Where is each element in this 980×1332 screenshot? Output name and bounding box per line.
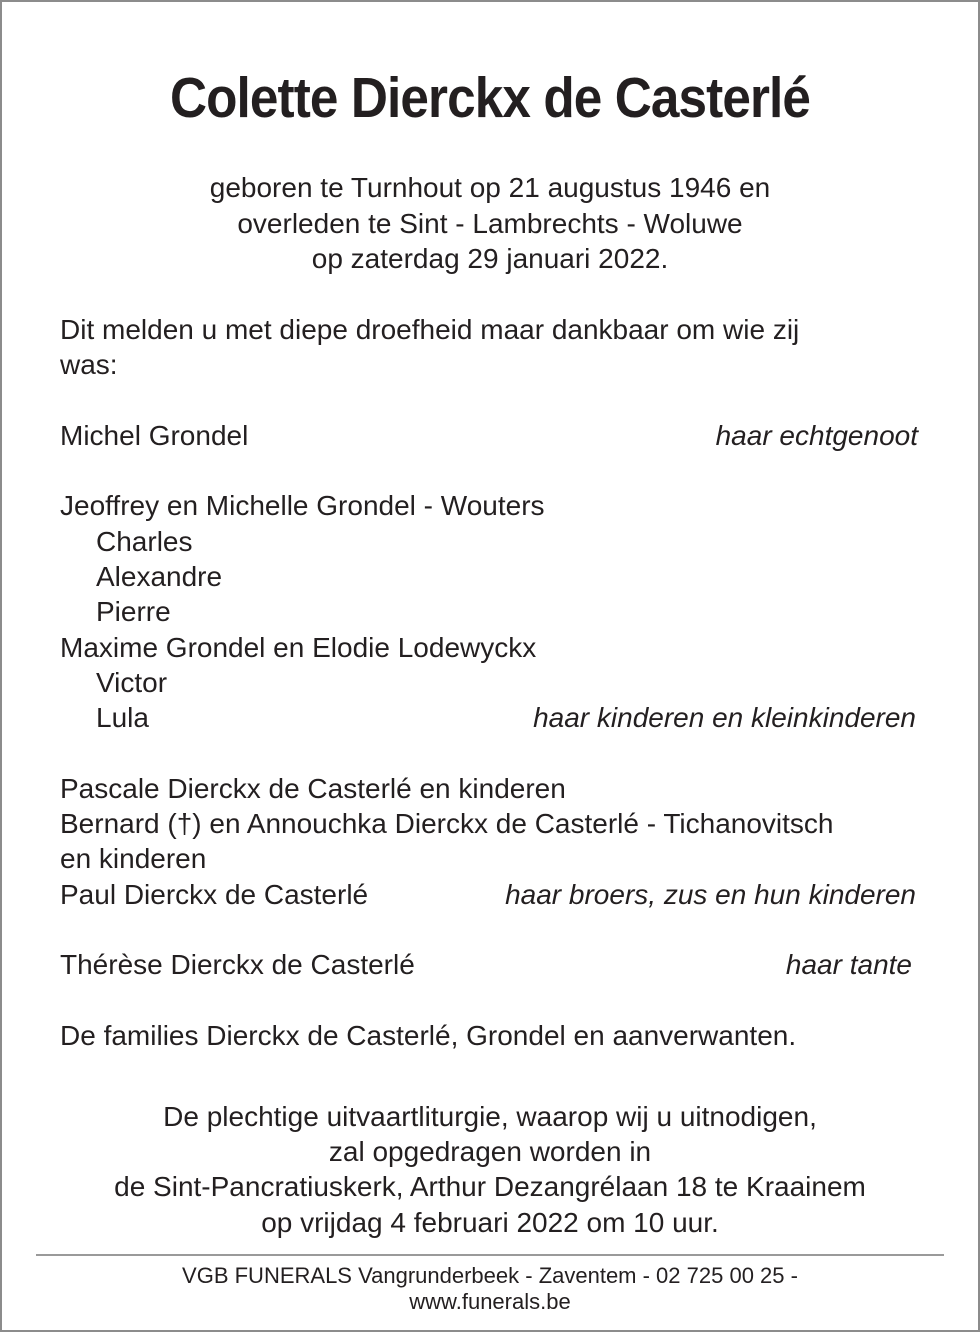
grandchild: Alexandre bbox=[96, 561, 223, 592]
funeral-line: op vrijdag 4 februari 2022 om 10 uur. bbox=[261, 1207, 719, 1238]
grandchild: Pierre bbox=[96, 596, 171, 627]
deceased-name: Colette Dierckx de Casterlé bbox=[169, 66, 811, 130]
grandchild: Victor bbox=[96, 667, 168, 698]
funeral-line: De plechtige uitvaartliturgie, waarop wij u uitnodigen, bbox=[163, 1101, 817, 1132]
spouse-name: Michel Grondel bbox=[60, 420, 249, 451]
grandchild: Charles bbox=[96, 526, 193, 557]
grandchild: Lula bbox=[96, 702, 149, 733]
spouse-relation: haar echtgenoot bbox=[715, 420, 918, 451]
aunt-relation: haar tante bbox=[785, 949, 912, 980]
sibling-line: Bernard (†) en Annouchka Dierckx de Casterlé - Tichanovitsch bbox=[60, 808, 834, 839]
child-couple-1: Jeoffrey en Michelle Grondel - Wouters bbox=[60, 490, 545, 521]
death-date-line: op zaterdag 29 januari 2022. bbox=[311, 243, 669, 274]
divider bbox=[36, 1254, 944, 1256]
sibling-line: Paul Dierckx de Casterlé bbox=[60, 879, 369, 910]
funeral-line: zal opgedragen worden in bbox=[328, 1136, 652, 1167]
footer-company: VGB FUNERALS Vangrunderbeek - Zaventem - 02 725 00 25 - bbox=[182, 1263, 798, 1288]
child-couple-2: Maxime Grondel en Elodie Lodewyckx bbox=[60, 632, 537, 663]
children-relation: haar kinderen en kleinkinderen bbox=[533, 702, 916, 733]
families-line: De families Dierckx de Casterlé, Grondel en aanverwanten. bbox=[60, 1020, 797, 1051]
aunt-name: Thérèse Dierckx de Casterlé bbox=[60, 949, 415, 980]
sibling-line: Pascale Dierckx de Casterlé en kinderen bbox=[60, 773, 566, 804]
intro-line-2: was: bbox=[60, 349, 118, 380]
footer-website: www.funerals.be bbox=[409, 1289, 571, 1314]
intro-line-1: Dit melden u met diepe droefheid maar dankbaar om wie zij bbox=[60, 314, 800, 345]
sibling-line: en kinderen bbox=[60, 843, 207, 874]
birth-line: geboren te Turnhout op 21 augustus 1946 en bbox=[209, 172, 771, 203]
death-place-line: overleden te Sint - Lambrechts - Woluwe bbox=[237, 208, 743, 239]
funeral-line: de Sint-Pancratiuskerk, Arthur Dezangrélaan 18 te Kraainem bbox=[114, 1171, 866, 1202]
siblings-relation: haar broers, zus en hun kinderen bbox=[505, 879, 916, 910]
